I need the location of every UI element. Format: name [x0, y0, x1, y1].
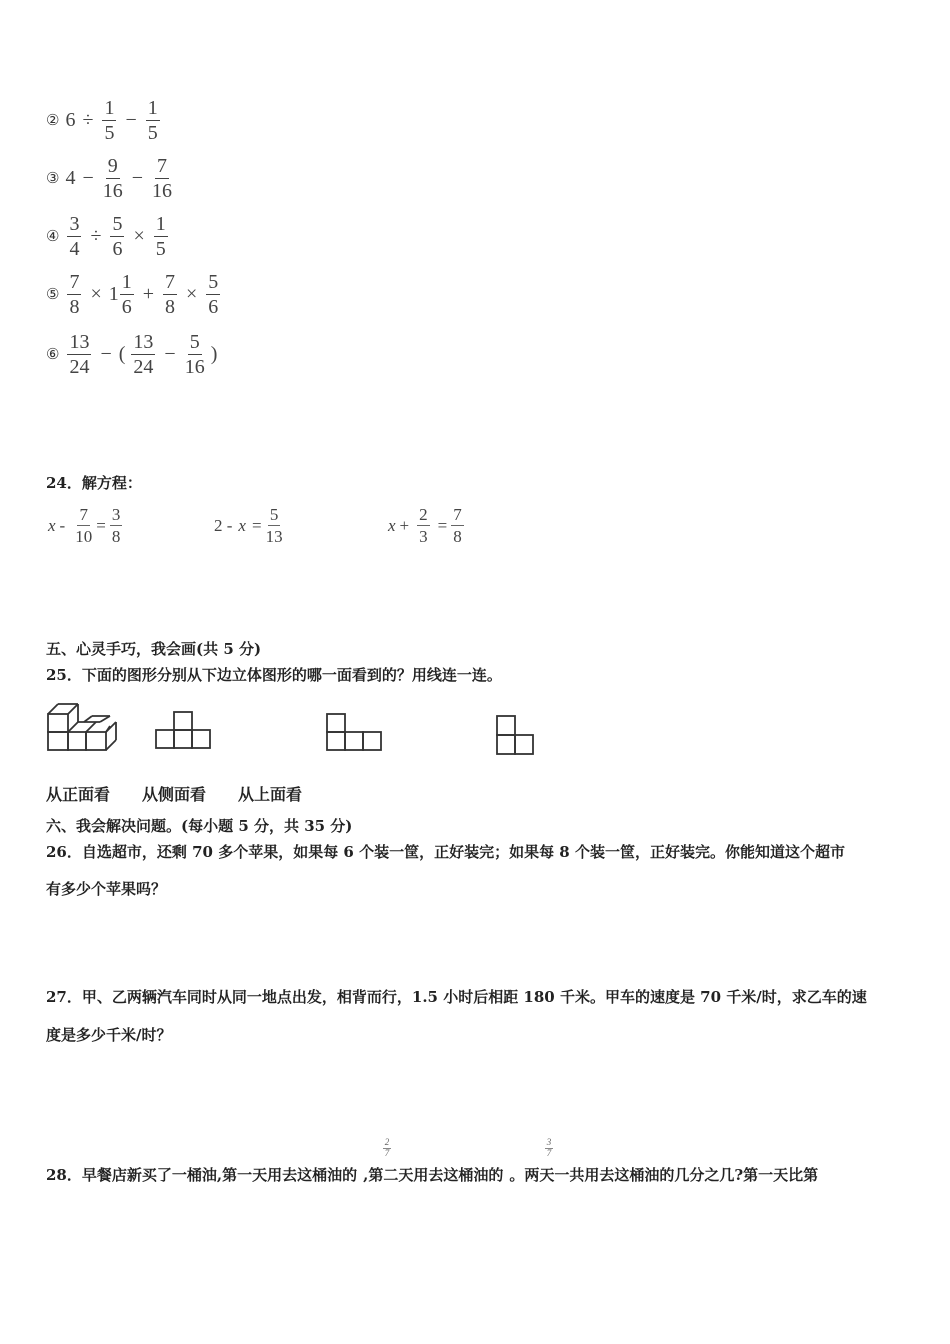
fraction-nine-sixteenths: $\frac{9}{16}$ [102, 155, 123, 202]
q24-label: 24．解方程： [46, 474, 142, 492]
var-x: x [48, 515, 56, 535]
equation-3 [388, 506, 466, 545]
q28-fraction-1: 2 7 [384, 1137, 390, 1158]
q28-text [46, 1164, 818, 1185]
exercise-2-term: 6 [65, 109, 76, 131]
q26-line-1: 26．自选超市，还剩 70 多个苹果，如果每 6 个装一筐，正好装完；如果每 8 个装一筐，正好装完。你能知道这个超市 [46, 843, 845, 861]
minus-operator-2: − [131, 167, 144, 189]
equals-sign: = [251, 515, 262, 535]
fraction-five-sixths: $\frac{5}{6}$ [112, 213, 123, 260]
exercise-3-term: 4 [65, 167, 76, 189]
minus-operator: − [82, 167, 94, 189]
mixed-number-whole: 1 [108, 283, 119, 305]
q26-line-2: 有多少个苹果吗？ [46, 880, 167, 898]
fraction-7-10: $\frac{7}{10}$ [75, 505, 93, 546]
exercise-6-number: ⑥ [46, 347, 60, 363]
exercise-4-number: ④ [46, 229, 60, 245]
exercise-6 [46, 332, 217, 377]
times-operator: × [133, 225, 145, 247]
fraction-7-8: $\frac{7}{8}$ [453, 505, 462, 546]
var-x: x [388, 515, 396, 535]
fraction-seven-eighths-2: $\frac{7}{8}$ [165, 271, 176, 318]
times-operator: × [90, 283, 102, 305]
exercise-4 [46, 214, 170, 259]
view-label-top: 从上面看 [238, 785, 303, 804]
fraction-5-13: $\frac{5}{13}$ [265, 505, 283, 546]
fraction-five-sixths: $\frac{5}{6}$ [208, 271, 219, 318]
equation-2 [214, 506, 285, 545]
fraction-five-sixteenths: $\frac{5}{16}$ [184, 331, 205, 378]
minus-operator: - [59, 515, 66, 535]
minus-operator: − [125, 109, 137, 131]
minus-operator-2: − [164, 343, 176, 365]
divide-operator: ÷ [82, 109, 94, 131]
fraction-thirteen-24ths-2: $\frac{13}{24}$ [133, 331, 154, 378]
fraction-one-fifth: $\frac{1}{5}$ [104, 97, 115, 144]
fraction-one-fifth: $\frac{1}{5}$ [155, 213, 166, 260]
exercise-3 [46, 156, 174, 201]
3d-cube-figure [46, 700, 118, 752]
q28-fraction-2: 3 7 [546, 1137, 552, 1158]
q25-text: 25．下面的图形分别从下边立体图形的哪一面看到的？用线连一连。 [46, 666, 502, 684]
plus-operator: + [142, 283, 155, 305]
exercise-2 [46, 98, 162, 143]
fraction-2-3: $\frac{2}{3}$ [419, 505, 428, 546]
q28-part-2: ,第二天用去这桶油的 [363, 1166, 504, 1184]
open-paren: ( [118, 343, 126, 365]
equals-sign: = [437, 515, 448, 535]
fraction-seven-eighths: $\frac{7}{8}$ [69, 271, 80, 318]
fraction-one-fifth-2: $\frac{1}{5}$ [147, 97, 158, 144]
var-x: x [238, 515, 246, 535]
minus-operator: − [100, 343, 112, 365]
view-shape-c [496, 714, 536, 758]
fraction-3-8: $\frac{3}{8}$ [111, 505, 121, 546]
plus-operator: + [399, 515, 410, 535]
q27-line-2: 度是多少千米/时？ [46, 1026, 172, 1044]
q28-part-1: 28．早餐店新买了一桶油,第一天用去这桶油的 [46, 1166, 358, 1184]
fraction-thirteen-24ths: $\frac{13}{24}$ [69, 331, 90, 378]
view-shape-a [155, 710, 213, 752]
q28-part-3: 。两天一共用去这桶油的几分之几?第一天比第 [509, 1166, 819, 1184]
exercise-2-number: ② [46, 113, 60, 129]
fraction-three-quarters: $\frac{3}{4}$ [69, 213, 80, 260]
divide-operator: ÷ [90, 225, 102, 247]
section-5-title: 五、心灵手巧，我会画(共 5 分) [46, 640, 262, 658]
exercise-3-number: ③ [46, 171, 60, 187]
equals-sign: = [96, 515, 106, 535]
equation-1 [48, 506, 124, 545]
section-6-title: 六、我会解决问题。(每小题 5 分，共 35 分) [46, 817, 353, 835]
fraction-one-sixth: $\frac{1}{6}$ [121, 271, 132, 318]
q27-line-1: 27．甲、乙两辆汽车同时从同一地点出发，相背而行，1.5 小时后相距 180 千米。甲车的速度是 70 千米/时，求乙车的速 [46, 988, 867, 1006]
view-label-front: 从正面看 [46, 785, 111, 804]
close-paren: ) [210, 343, 218, 365]
constant-two: 2 - [214, 515, 233, 535]
exercise-5 [46, 272, 222, 317]
exercise-5-number: ⑤ [46, 287, 60, 303]
fraction-seven-sixteenths: $\frac{7}{16}$ [152, 155, 173, 202]
times-operator-2: × [186, 283, 198, 305]
view-shape-b [326, 712, 384, 754]
view-label-side: 从侧面看 [142, 785, 207, 804]
